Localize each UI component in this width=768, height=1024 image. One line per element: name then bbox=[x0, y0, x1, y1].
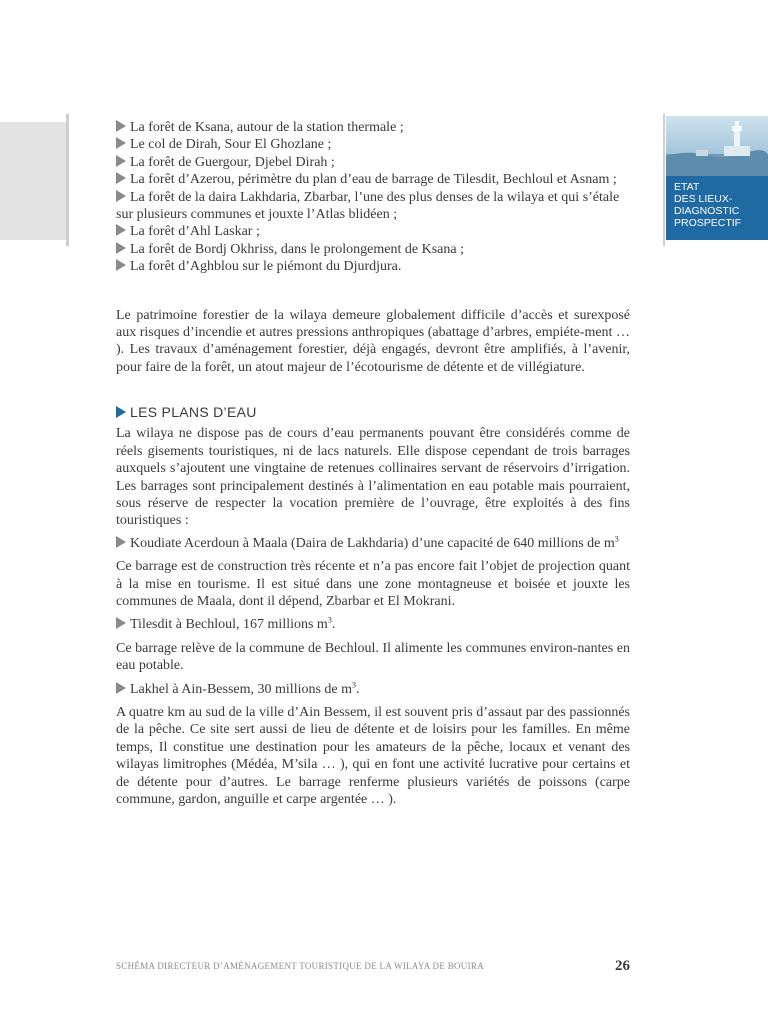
bullet-triangle-icon bbox=[116, 242, 126, 254]
left-margin-rule bbox=[66, 114, 69, 246]
bullet-triangle-icon bbox=[116, 137, 126, 149]
bullet-triangle-icon bbox=[116, 190, 126, 202]
bullet-triangle-icon bbox=[116, 224, 126, 236]
list-item: Tilesdit à Bechloul, 167 millions $m^3$. bbox=[116, 616, 630, 633]
lighthouse-landscape-image bbox=[666, 116, 768, 176]
section-tab-line: PROSPECTIF bbox=[674, 217, 742, 229]
list-item: La forêt de Bordj Okhriss, dans le prolongement de Ksana ; bbox=[116, 241, 630, 258]
paragraph-tilesdit: Ce barrage relève de la commune de Bechloul. Il alimente les communes environ-nantes en eau potable. bbox=[116, 640, 630, 674]
list-item: Lakhel à Ain-Bessem, 30 millions de $m^3$. bbox=[116, 681, 630, 698]
section-tab-line: DIAGNOSTIC bbox=[674, 205, 740, 217]
page-number: 26 bbox=[615, 958, 630, 974]
bullet-triangle-icon bbox=[116, 259, 126, 271]
section-heading: LES PLANS D’EAU bbox=[116, 403, 630, 421]
bullet-triangle-icon bbox=[116, 155, 126, 167]
list-item: La forêt d’Aghblou sur le piémont du Djurdjura. bbox=[116, 258, 630, 275]
paragraph-lakhel: A quatre km au sud de la ville d’Ain Bessem, il est souvent pris d’assaut par des passionnés de la pêche. Ce site sert aussi de lieu de détente et de loisirs pour les familles. En même temps, Il constitue une destination pour les amateurs de la pêche, locaux et venant des wilayas limitrophes (Médéa, M’sila … ), qui en font une activité lucrative pour certains et de détente pour d’autres. Le barrage renferme plusieurs variétés de poissons (carpe commune, gardon, anguille et carpe argentée … ). bbox=[116, 704, 630, 807]
bullet-triangle-icon bbox=[116, 120, 126, 132]
section-tab-line: DES LIEUX- bbox=[674, 193, 733, 205]
list-item: La forêt de la daira Lakhdaria, Zbarbar, l’une des plus denses de la wilaya et qui s’étale bbox=[116, 189, 630, 206]
section-tab-line: ETAT bbox=[674, 181, 700, 193]
main-content bbox=[116, 119, 630, 808]
bullet-triangle-icon bbox=[116, 682, 126, 694]
right-margin-rule bbox=[663, 114, 665, 246]
heading-triangle-icon bbox=[116, 406, 126, 418]
footer-title: SCHÉMA DIRECTEUR D’AMÉNAGEMENT TOURISTIQUE DE LA WILAYA DE BOUIRA bbox=[116, 961, 485, 971]
list-item-continuation: sur plusieurs communes et jouxte l’Atlas blidéen ; bbox=[116, 207, 398, 223]
paragraph-intro: La wilaya ne dispose pas de cours d’eau permanents pouvant être considérés comme de réels gisements touristiques, ni de lacs naturels. Elle dispose cependant de trois barrages auxquels s’ajoutent une vingtaine de retenues collinaires servant de réservoirs d’irrigation. Les barrages sont principalement destinés à l’alimentation en eau potable mais pourraient, sous réserve de respecter la vocation première de l’ouvrage, être exploités à des fins touristiques : bbox=[116, 426, 630, 529]
bullet-triangle-icon bbox=[116, 536, 126, 548]
paragraph-koudiate: Ce barrage est de construction très récente et n’a pas encore fait l’objet de projection quant à la mise en tourisme. Il est situé dans une zone montagneuse et boisée et jouxte les communes de Maala, dont il dépend, Zbarbar et El Mokrani. bbox=[116, 559, 630, 609]
bullet-triangle-icon bbox=[116, 172, 126, 184]
list-item: La forêt d’Azerou, périmètre du plan d’eau de barrage de Tilesdit, Bechloul et Asnam ; bbox=[116, 171, 630, 188]
list-item: La forêt d’Ahl Laskar ; bbox=[116, 223, 630, 240]
paragraph-patrimoine: Le patrimoine forestier de la wilaya demeure globalement difficile d’accès et surexposé aux risques d’incendie et autres pressions anthropiques (abattage d’arbres, empiéte-ment … ). Les travaux d’aménagement forestier, déjà engagés, devront être amplifiés, à l’avenir, pour faire de la forêt, un atout majeur de l’écotourisme de détente et de villégiature. bbox=[116, 307, 630, 375]
list-item: La forêt de Guergour, Djebel Dirah ; bbox=[116, 154, 630, 171]
list-item: Le col de Dirah, Sour El Ghozlane ; bbox=[116, 136, 630, 153]
section-tab bbox=[666, 116, 768, 240]
list-item: La forêt de Ksana, autour de la station thermale ; bbox=[116, 119, 630, 136]
list-item: Koudiate Acerdoun à Maala (Daira de Lakhdaria) d’une capacité de 640 millions de $m^3$ bbox=[116, 535, 630, 552]
section-tab-label bbox=[666, 176, 768, 240]
forest-list bbox=[116, 119, 630, 276]
bullet-triangle-icon bbox=[116, 617, 126, 629]
left-margin-bar bbox=[0, 122, 66, 240]
